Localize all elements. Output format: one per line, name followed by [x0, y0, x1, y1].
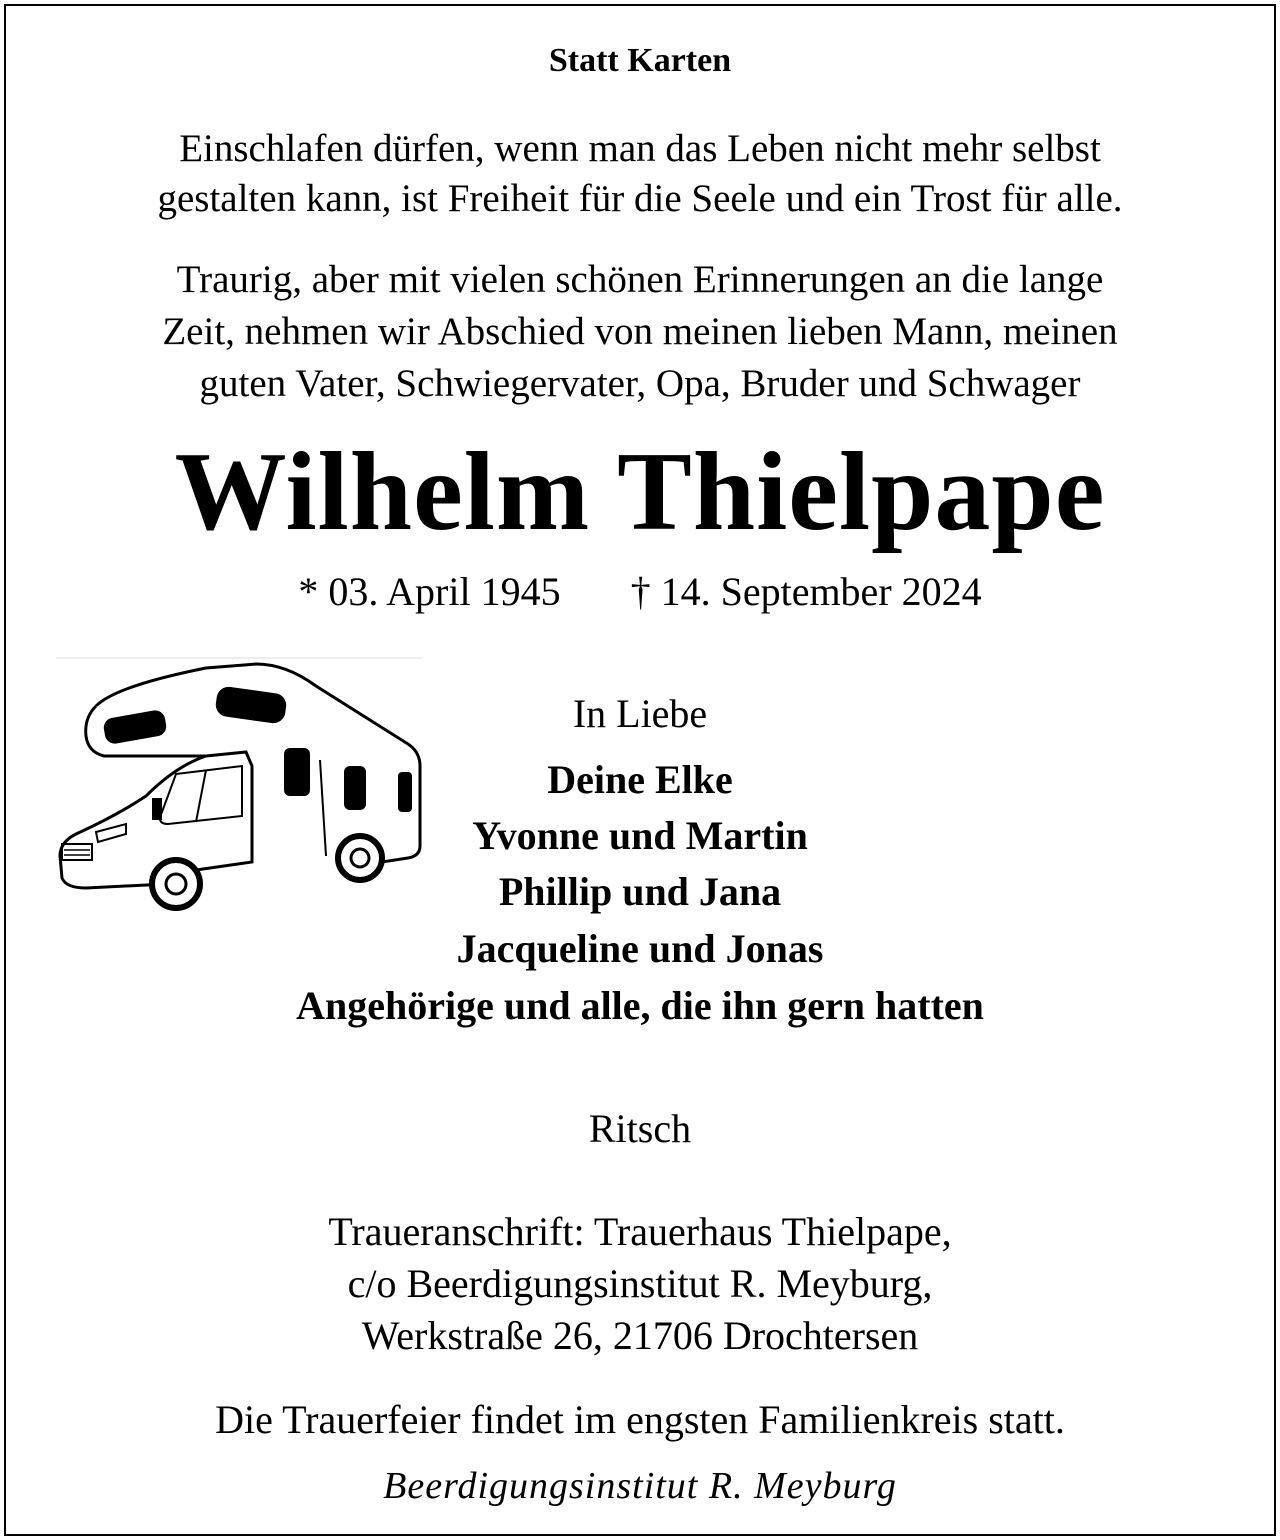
intro-line: Zeit, nehmen wir Abschied von meinen lieben Mann, meinen [162, 310, 1118, 353]
mourner-name: Deine Elke [547, 757, 733, 802]
in-love-text: In Liebe [572, 691, 708, 736]
address-line: Traueranschrift: Trauerhaus Thielpape, [328, 1209, 952, 1254]
mourner-name: Angehörige und alle, die ihn gern hatten [296, 983, 984, 1028]
intro-line: guten Vater, Schwiegervater, Opa, Bruder und Schwager [199, 362, 1081, 405]
mourner-name: Yvonne und Martin [472, 813, 808, 858]
verse-line: gestalten kann, ist Freiheit für die Seele und ein Trost für alle. [157, 177, 1123, 220]
life-dates [0, 568, 1280, 615]
mourner-name: Phillip und Jana [498, 869, 782, 914]
intro-text [0, 254, 1280, 410]
birth-date: * 03. April 1945 [298, 569, 561, 614]
mourning-address [0, 1206, 1280, 1362]
address-line: Werkstraße 26, 21706 Drochtersen [361, 1313, 919, 1358]
mourner-name: Jacqueline und Jonas [456, 926, 824, 971]
death-date: † 14. September 2024 [630, 569, 982, 614]
verse-line: Einschlafen dürfen, wenn man das Leben nicht mehr selbst [179, 127, 1101, 170]
deceased-name: Wilhelm Thielpape [174, 430, 1106, 554]
funeral-note: Die Trauerfeier findet im engsten Familienkreis statt. [215, 1397, 1065, 1442]
header-text: Statt Karten [548, 42, 732, 79]
verse [0, 124, 1280, 224]
place-name: Ritsch [588, 1106, 692, 1151]
undertaker-signature: Beerdigungsinstitut R. Meyburg [383, 1465, 897, 1507]
address-line: c/o Beerdigungsinstitut R. Meyburg, [347, 1261, 933, 1306]
intro-line: Traurig, aber mit vielen schönen Erinnerungen an die lange [176, 258, 1104, 301]
